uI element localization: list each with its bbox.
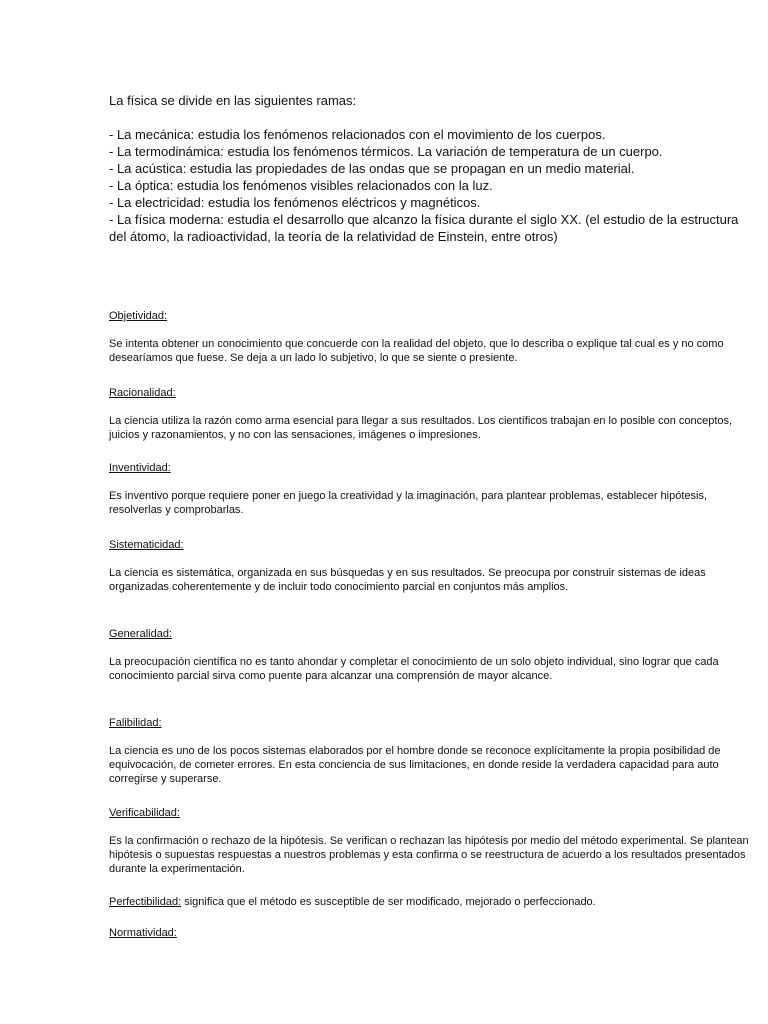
- section-heading: Sistematicidad:: [109, 539, 184, 551]
- branch-item: - La termodinámica: estudia los fenómenos térmicos. La variación de temperatura de un cuerpo.: [109, 144, 663, 159]
- section-body: La ciencia es sistemática, organizada en sus búsquedas y en sus resultados. Se preocupa por construir sistemas de ideas organizadas coherentemente y de incluir todo conocimiento parcial en conjuntos más amplios.: [109, 567, 706, 593]
- section-body: Se intenta obtener un conocimiento que concuerde con la realidad del objeto, que lo describa o explique tal cual es y no como desearíamos que fuese. Se deja a un lado lo subjetivo, lo que se siente o presiente.: [109, 338, 724, 364]
- section-heading: Perfectibilidad:: [109, 896, 182, 908]
- section-inventividad: [109, 461, 759, 517]
- section-heading: Inventividad:: [109, 462, 171, 474]
- branch-item: - La mecánica: estudia los fenómenos relacionados con el movimiento de los cuerpos.: [109, 127, 606, 142]
- section-sistematicidad: [109, 538, 759, 594]
- section-body: La preocupación científica no es tanto ahondar y completar el conocimiento de un solo objeto individual, sino lograr que cada conocimiento parcial sirva como puente para alcanzar una comprensión de mayor alcance.: [109, 656, 719, 682]
- section-generalidad: [109, 627, 759, 683]
- section-objetividad: [109, 309, 759, 365]
- branch-item: - La electricidad: estudia los fenómenos eléctricos y magnéticos.: [109, 195, 481, 210]
- section-verificabilidad: [109, 806, 759, 876]
- physics-branches-section: [109, 92, 749, 245]
- section-normatividad: [109, 926, 759, 940]
- section-perfectibilidad: [109, 895, 759, 909]
- section-body: Es inventivo porque requiere poner en juego la creatividad y la imaginación, para plantear problemas, establecer hipótesis, resolverlas y comprobarlas.: [109, 490, 708, 516]
- section-heading: Verificabilidad:: [109, 807, 180, 819]
- section-body: La ciencia es uno de los pocos sistemas elaborados por el hombre donde se reconoce explícitamente la propia posibilidad de equivocación, de cometer errores. En esta conciencia de sus limitaciones, en donde reside la verdadera capacidad para auto corregirse y superarse.: [109, 745, 721, 785]
- section-falibilidad: [109, 716, 759, 786]
- section-heading: Racionalidad:: [109, 387, 176, 399]
- section-heading: Generalidad:: [109, 628, 172, 640]
- section-heading: Falibilidad:: [109, 717, 162, 729]
- section-body: La ciencia utiliza la razón como arma esencial para llegar a sus resultados. Los científicos trabajan en lo posible con conceptos, juicios y razonamientos, y no con las sensaciones, imágenes o impresiones.: [109, 415, 733, 441]
- section-racionalidad: [109, 386, 759, 442]
- section-heading: Normatividad:: [109, 927, 177, 939]
- section-body: significa que el método es susceptible de ser modificado, mejorado o perfeccionado.: [181, 896, 596, 908]
- branch-item: - La física moderna: estudia el desarrollo que alcanzo la física durante el siglo XX. (el estudio de la estructura del átomo, la radioactividad, la teoría de la relatividad de Einstein, entre otros): [109, 212, 739, 244]
- intro-lead: La física se divide en las siguientes ramas:: [109, 93, 357, 108]
- branch-item: - La óptica: estudia los fenómenos visibles relacionados con la luz.: [109, 178, 493, 193]
- branch-item: - La acústica: estudia las propiedades de las ondas que se propagan en un medio material.: [109, 161, 635, 176]
- section-body: Es la confirmación o rechazo de la hipótesis. Se verifican o rechazan las hipótesis por medio del método experimental. Se plantean hipótesis o supuestas respuestas a nuestros problemas y esta confirma o se reestructura de acuerdo a los resultados presentados durante la experimentación.: [109, 835, 749, 875]
- section-heading: Objetividad:: [109, 310, 168, 322]
